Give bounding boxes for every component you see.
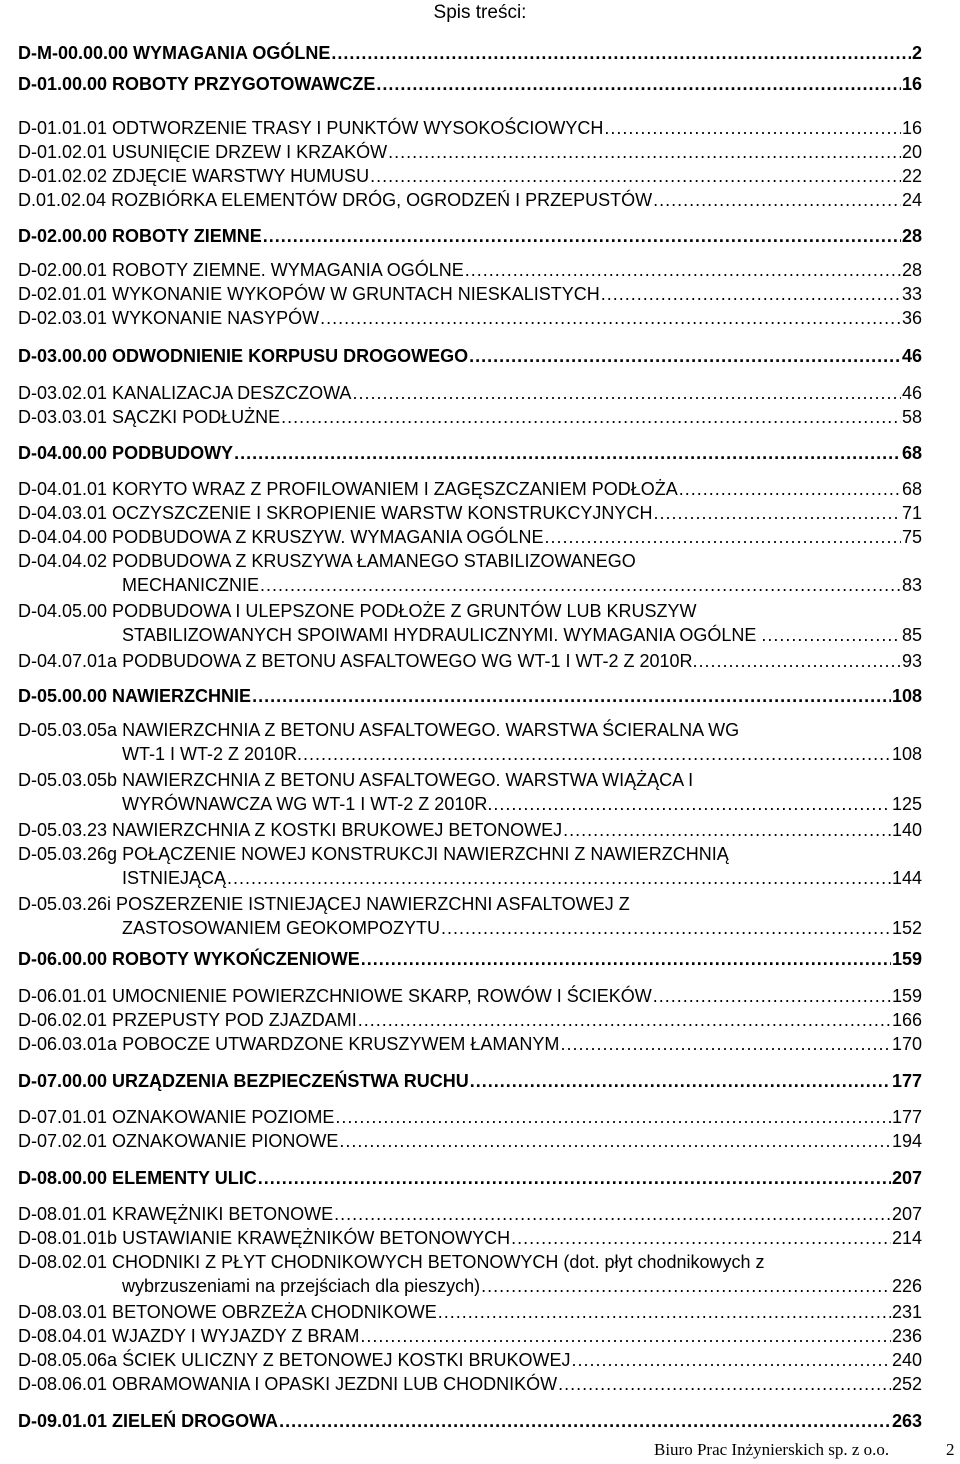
toc-entry-title: D-06.01.01 UMOCNIENIE POWIERZCHNIOWE SKARP, ROWÓW I ŚCIEKÓW bbox=[18, 986, 652, 1006]
toc-page-number: 2 bbox=[911, 43, 922, 63]
toc-page-number: 85 bbox=[901, 625, 922, 645]
toc-page-number: 108 bbox=[891, 744, 922, 764]
dot-leader bbox=[699, 649, 901, 673]
toc-page-number: 159 bbox=[891, 986, 922, 1006]
toc-entry-title: D-05.03.26g POŁĄCZENIE NOWEJ KONSTRUKCJI NAWIERZCHNI Z NAWIERZCHNIĄ bbox=[18, 844, 729, 864]
toc-entry-title: D-08.01.01b USTAWIANIE KRAWĘŻNIKÓW BETONOWYCH bbox=[18, 1228, 511, 1248]
dot-leader bbox=[263, 224, 901, 248]
dot-leader bbox=[234, 441, 901, 465]
toc-page-number: 177 bbox=[891, 1071, 922, 1091]
toc-entry-title: D-04.05.00 PODBUDOWA I ULEPSZONE PODŁOŻE Z GRUNTÓW LUB KRUSZYW bbox=[18, 601, 697, 621]
toc-page-number: 71 bbox=[901, 503, 922, 523]
toc-page-number: 252 bbox=[891, 1374, 922, 1394]
toc-entry-title: D-05.00.00 NAWIERZCHNIE bbox=[18, 686, 252, 706]
dot-leader bbox=[558, 1372, 891, 1396]
dot-leader bbox=[358, 1008, 891, 1032]
dot-leader bbox=[767, 623, 901, 647]
toc-page-number: 140 bbox=[891, 820, 922, 840]
page-footer bbox=[654, 1440, 955, 1460]
toc-entry-title: D-04.04.00 PODBUDOWA Z KRUSZYW. WYMAGANIA OGÓLNE bbox=[18, 527, 544, 547]
toc-entry-title: STABILIZOWANYCH SPOIWAMI HYDRAULICZNYMI. WYMAGANIA OGÓLNE . bbox=[122, 625, 767, 645]
toc-page-number: 83 bbox=[901, 575, 922, 595]
toc-entry-title: D-08.00.00 ELEMENTY ULIC bbox=[18, 1168, 257, 1188]
toc-page-number: 226 bbox=[891, 1276, 922, 1296]
toc-page-number: 58 bbox=[901, 407, 922, 427]
toc-entry-title: D-08.06.01 OBRAMOWANIA I OPASKI JEZDNI LUB CHODNIKÓW bbox=[18, 1374, 558, 1394]
toc-page-number: 231 bbox=[891, 1302, 922, 1322]
dot-leader bbox=[339, 1129, 891, 1153]
toc-entry-title: D-04.01.01 KORYTO WRAZ Z PROFILOWANIEM I ZAGĘSZCZANIEM PODŁOŻA bbox=[18, 479, 678, 499]
toc-page-number: 207 bbox=[891, 1168, 922, 1188]
dot-leader bbox=[279, 1409, 891, 1433]
toc-page-number: 214 bbox=[891, 1228, 922, 1248]
toc-page-number: 20 bbox=[901, 142, 922, 162]
dot-leader bbox=[601, 282, 901, 306]
dot-leader bbox=[360, 1324, 891, 1348]
toc-page-number: 46 bbox=[901, 383, 922, 403]
toc-entry-title: D-05.03.26i POSZERZENIE ISTNIEJĄCEJ NAWIERZCHNI ASFALTOWEJ Z bbox=[18, 894, 630, 914]
toc-entry-title: D-01.00.00 ROBOTY PRZYGOTOWAWCZE bbox=[18, 74, 376, 94]
toc-entry-title: WYRÓWNAWCZA WG WT-1 I WT-2 Z 2010R. bbox=[122, 794, 493, 814]
toc-entry-title: D-M-00.00.00 WYMAGANIA OGÓLNE bbox=[18, 43, 331, 63]
toc-entry-title: WT-1 I WT-2 Z 2010R. bbox=[122, 744, 303, 764]
toc-page-number: 36 bbox=[901, 308, 922, 328]
dot-leader bbox=[511, 1226, 891, 1250]
toc-page-number: 75 bbox=[901, 527, 922, 547]
toc-entry-title: D-03.00.00 ODWODNIENIE KORPUSU DROGOWEGO bbox=[18, 346, 469, 366]
toc-entry-title: D.01.02.04 ROZBIÓRKA ELEMENTÓW DRÓG, OGRODZEŃ I PRZEPUSTÓW bbox=[18, 190, 653, 210]
toc-page-number: 194 bbox=[891, 1131, 922, 1151]
toc-page-number: 170 bbox=[891, 1034, 922, 1054]
toc-entry-title: ZASTOSOWANIEM GEOKOMPOZYTU bbox=[122, 918, 441, 938]
dot-leader bbox=[679, 477, 901, 501]
toc-entry-title: MECHANICZNIE bbox=[122, 575, 260, 595]
toc-entry-title: D-08.03.01 BETONOWE OBRZEŻA CHODNIKOWE bbox=[18, 1302, 437, 1322]
toc-page-number: 177 bbox=[891, 1107, 922, 1127]
toc-entry-title: D-01.02.02 ZDJĘCIE WARSTWY HUMUSU bbox=[18, 166, 370, 186]
dot-leader bbox=[465, 258, 901, 282]
toc-entry-title: D-05.03.05a NAWIERZCHNIA Z BETONU ASFALTOWEGO. WARSTWA ŚCIERALNA WG bbox=[18, 720, 740, 740]
toc-page-number: 68 bbox=[901, 479, 922, 499]
dot-leader bbox=[653, 984, 891, 1008]
toc-page-number: 93 bbox=[901, 651, 922, 671]
toc-entry-title: D-05.03.05b NAWIERZCHNIA Z BETONU ASFALTOWEGO. WARSTWA WIĄŻĄCA I bbox=[18, 770, 694, 790]
dot-leader bbox=[469, 344, 901, 368]
dot-leader bbox=[303, 742, 891, 766]
toc-entry-title: D-09.01.01 ZIELEŃ DROGOWA bbox=[18, 1411, 279, 1431]
dot-leader bbox=[352, 381, 901, 405]
toc-page-number: 33 bbox=[901, 284, 922, 304]
dot-leader bbox=[281, 405, 901, 429]
dot-leader bbox=[260, 573, 901, 597]
dot-leader bbox=[653, 188, 901, 212]
toc-page-number: 28 bbox=[901, 260, 922, 280]
toc-page-number: 28 bbox=[901, 226, 922, 246]
toc-entry-title: D-01.01.01 ODTWORZENIE TRASY I PUNKTÓW WYSOKOŚCIOWYCH bbox=[18, 118, 604, 138]
toc-entry-title: D-03.03.01 SĄCZKI PODŁUŻNE bbox=[18, 407, 281, 427]
toc-entry-title: D-08.02.01 CHODNIKI Z PŁYT CHODNIKOWYCH BETONOWYCH (dot. płyt chodnikowych z bbox=[18, 1252, 765, 1272]
dot-leader bbox=[571, 1348, 890, 1372]
toc-page-number: 207 bbox=[891, 1204, 922, 1224]
toc-page-number: 263 bbox=[891, 1411, 922, 1431]
toc-entry-title: D-07.00.00 URZĄDZENIA BEZPIECZEŃSTWA RUCHU bbox=[18, 1071, 469, 1091]
toc-entry-title: D-06.02.01 PRZEPUSTY POD ZJAZDAMI bbox=[18, 1010, 357, 1030]
dot-leader bbox=[258, 1166, 891, 1190]
toc-page-number: 68 bbox=[901, 443, 922, 463]
toc-entry-title: D-06.00.00 ROBOTY WYKOŃCZENIOWE bbox=[18, 949, 360, 969]
dot-leader bbox=[376, 72, 901, 96]
toc-entry-title: D-08.04.01 WJAZDY I WYJAZDY Z BRAM bbox=[18, 1326, 360, 1346]
toc-entry-title: D-03.02.01 KANALIZACJA DESZCZOWA bbox=[18, 383, 352, 403]
page-title: Spis treści: bbox=[433, 2, 527, 23]
toc-page-number: 166 bbox=[891, 1010, 922, 1030]
dot-leader bbox=[493, 792, 891, 816]
dot-leader bbox=[653, 501, 901, 525]
toc-entry-title: D-04.07.01a PODBUDOWA Z BETONU ASFALTOWEGO WG WT-1 I WT-2 Z 2010R. bbox=[18, 651, 698, 671]
toc-entry-title: D-01.02.01 USUNIĘCIE DRZEW I KRZAKÓW bbox=[18, 142, 388, 162]
dot-leader bbox=[320, 306, 901, 330]
toc-entry-title: D-04.04.02 PODBUDOWA Z KRUSZYWA ŁAMANEGO STABILIZOWANEGO bbox=[18, 551, 636, 571]
toc-entry-title: D-05.03.23 NAWIERZCHNIA Z KOSTKI BRUKOWEJ BETONOWEJ bbox=[18, 820, 563, 840]
dot-leader bbox=[441, 916, 891, 940]
toc-entry-title: D-02.03.01 WYKONANIE NASYPÓW bbox=[18, 308, 320, 328]
toc-page-number: 22 bbox=[901, 166, 922, 186]
toc-page-number: 152 bbox=[891, 918, 922, 938]
dot-leader bbox=[563, 818, 891, 842]
toc-page-number: 46 bbox=[901, 346, 922, 366]
dot-leader bbox=[331, 41, 911, 65]
toc-entry-title: D-08.01.01 KRAWĘŻNIKI BETONOWE bbox=[18, 1204, 334, 1224]
dot-leader bbox=[604, 116, 901, 140]
toc-entry-title: D-02.00.01 ROBOTY ZIEMNE. WYMAGANIA OGÓLNE bbox=[18, 260, 464, 280]
toc-entry-title: D-02.00.00 ROBOTY ZIEMNE bbox=[18, 226, 262, 246]
toc-page-number: 24 bbox=[901, 190, 922, 210]
dot-leader bbox=[334, 1202, 891, 1226]
dot-leader bbox=[388, 140, 901, 164]
toc-page-number: 240 bbox=[891, 1350, 922, 1370]
dot-leader bbox=[335, 1105, 891, 1129]
toc-entry-title: D-08.05.06a ŚCIEK ULICZNY Z BETONOWEJ KOSTKI BRUKOWEJ bbox=[18, 1350, 571, 1370]
toc-page-number: 125 bbox=[891, 794, 922, 814]
dot-leader bbox=[438, 1300, 891, 1324]
toc-entry-title: D-04.03.01 OCZYSZCZENIE I SKROPIENIE WARSTW KONSTRUKCYJNYCH bbox=[18, 503, 653, 523]
dot-leader bbox=[361, 947, 891, 971]
toc-entry-title: D-04.00.00 PODBUDOWY bbox=[18, 443, 234, 463]
toc-entry-title: D-07.02.01 OZNAKOWANIE PIONOWE bbox=[18, 1131, 339, 1151]
dot-leader bbox=[544, 525, 901, 549]
toc-page-number: 159 bbox=[891, 949, 922, 969]
footer-company: Biuro Prac Inżynierskich sp. z o.o. bbox=[654, 1440, 890, 1459]
dot-leader bbox=[481, 1274, 891, 1298]
toc-page-number: 16 bbox=[901, 118, 922, 138]
dot-leader bbox=[227, 866, 891, 890]
toc-page-number: 144 bbox=[891, 868, 922, 888]
toc-page-number: 16 bbox=[901, 74, 922, 94]
toc-page-number: 236 bbox=[891, 1326, 922, 1346]
dot-leader bbox=[470, 1069, 891, 1093]
toc-entry-title: D-02.01.01 WYKONANIE WYKOPÓW W GRUNTACH NIESKALISTYCH bbox=[18, 284, 600, 304]
toc-entry-title: ISTNIEJĄCĄ bbox=[122, 868, 227, 888]
toc-entry-title: D-06.03.01a POBOCZE UTWARDZONE KRUSZYWEM ŁAMANYM bbox=[18, 1034, 560, 1054]
dot-leader bbox=[370, 164, 901, 188]
dot-leader bbox=[252, 684, 891, 708]
toc-entry-title: wybrzuszeniami na przejściach dla pieszych) bbox=[122, 1276, 481, 1296]
footer-page-number: 2 bbox=[946, 1440, 955, 1459]
dot-leader bbox=[560, 1032, 891, 1056]
toc-page-number: 108 bbox=[891, 686, 922, 706]
toc-entry-title: D-07.01.01 OZNAKOWANIE POZIOME bbox=[18, 1107, 335, 1127]
